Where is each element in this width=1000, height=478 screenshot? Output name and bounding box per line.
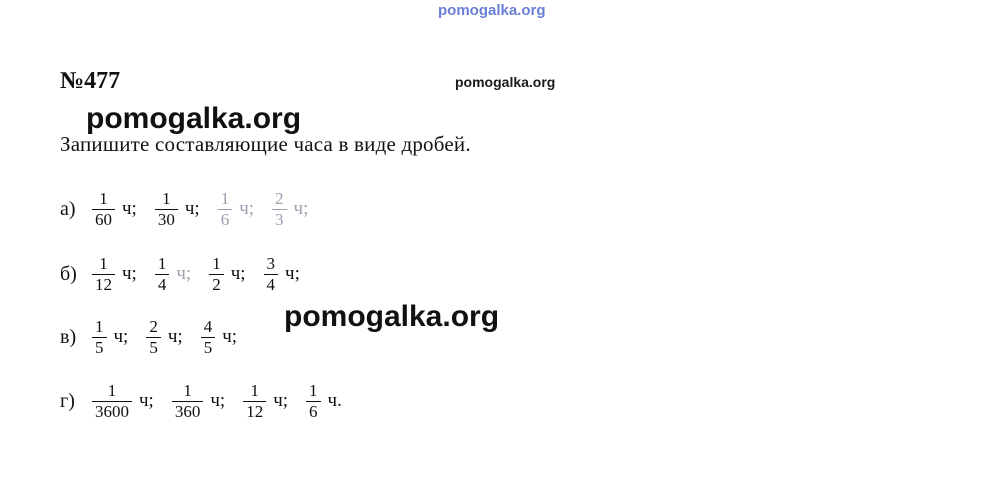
unit-label: ч; bbox=[210, 390, 226, 412]
fraction-item bbox=[153, 190, 200, 229]
fraction-numerator: 1 bbox=[157, 254, 167, 273]
fraction-denominator: 6 bbox=[218, 209, 233, 229]
fraction-numerator: 4 bbox=[203, 317, 213, 336]
fraction-denominator: 5 bbox=[146, 337, 161, 357]
row-label-g: г) bbox=[60, 389, 75, 412]
fraction-numerator: 1 bbox=[309, 381, 318, 400]
answer-row-g bbox=[60, 382, 358, 421]
fraction-item bbox=[144, 318, 182, 357]
fraction-denominator: 5 bbox=[92, 337, 107, 357]
fraction-numerator: 1 bbox=[95, 317, 104, 336]
unit-label: ч; bbox=[113, 326, 129, 348]
unit-label: ч; bbox=[167, 326, 183, 348]
fraction-numerator: 2 bbox=[149, 317, 158, 336]
fraction-item bbox=[90, 255, 137, 294]
fraction-denominator: 6 bbox=[306, 401, 321, 421]
fraction bbox=[201, 318, 216, 357]
fraction-item bbox=[262, 255, 300, 294]
fraction bbox=[218, 190, 233, 229]
fraction bbox=[155, 255, 170, 294]
fraction bbox=[155, 190, 178, 229]
watermark-large-bottom: pomogalka.org bbox=[284, 300, 500, 333]
fraction-item bbox=[207, 255, 245, 294]
watermark-secondary: pomogalka.org bbox=[455, 74, 556, 90]
fraction-denominator: 60 bbox=[92, 209, 115, 229]
fraction-numerator: 2 bbox=[275, 189, 284, 208]
row-label-b: б) bbox=[60, 262, 77, 285]
answer-row-b bbox=[60, 255, 316, 294]
fraction-item bbox=[90, 190, 137, 229]
fraction-item bbox=[199, 318, 237, 357]
fraction-numerator: 1 bbox=[162, 189, 171, 208]
fraction bbox=[92, 190, 115, 229]
fraction-denominator: 12 bbox=[92, 274, 115, 294]
fraction bbox=[92, 318, 107, 357]
fraction-denominator: 3 bbox=[272, 209, 287, 229]
fraction-item bbox=[170, 382, 225, 421]
unit-label: ч; bbox=[230, 263, 246, 285]
fraction-item bbox=[241, 382, 288, 421]
fraction-numerator: 1 bbox=[220, 189, 230, 208]
fraction-numerator: 1 bbox=[99, 254, 108, 273]
unit-label: ч. bbox=[327, 390, 342, 412]
fraction-item bbox=[216, 190, 254, 229]
unit-label: ч; bbox=[176, 263, 192, 285]
unit-label: ч; bbox=[222, 326, 238, 348]
row-label-v: в) bbox=[60, 325, 77, 348]
watermark-large-top: pomogalka.org bbox=[86, 102, 302, 135]
unit-label: ч; bbox=[139, 390, 154, 412]
unit-label: ч; bbox=[122, 263, 137, 285]
fraction bbox=[209, 255, 224, 294]
unit-label: ч; bbox=[285, 263, 300, 285]
fraction-denominator: 360 bbox=[172, 401, 204, 421]
watermark-top: pomogalka.org bbox=[438, 2, 546, 19]
exercise-prompt: Запишите составляющие часа в виде дробей. bbox=[60, 132, 471, 156]
unit-label: ч; bbox=[239, 198, 255, 220]
fraction-item bbox=[90, 382, 154, 421]
fraction-denominator: 5 bbox=[201, 337, 216, 357]
fraction bbox=[92, 382, 132, 421]
fraction-numerator: 3 bbox=[266, 254, 276, 273]
fraction-numerator: 1 bbox=[212, 254, 221, 273]
fraction bbox=[146, 318, 161, 357]
fraction-denominator: 2 bbox=[209, 274, 224, 294]
fraction bbox=[92, 255, 115, 294]
unit-label: ч; bbox=[273, 390, 289, 412]
fraction-denominator: 4 bbox=[155, 274, 170, 294]
unit-label: ч; bbox=[293, 198, 309, 220]
fraction-denominator: 3600 bbox=[92, 401, 132, 421]
fraction-item bbox=[270, 190, 308, 229]
fraction bbox=[306, 382, 321, 421]
fraction-item bbox=[90, 318, 128, 357]
fraction-numerator: 1 bbox=[107, 381, 117, 400]
exercise-number: №477 bbox=[60, 68, 121, 94]
unit-label: ч; bbox=[184, 198, 200, 220]
fraction-item bbox=[153, 255, 191, 294]
answer-row-a bbox=[60, 190, 324, 229]
fraction bbox=[264, 255, 279, 294]
fraction-denominator: 30 bbox=[155, 209, 178, 229]
fraction-denominator: 4 bbox=[264, 274, 279, 294]
row-label-a: а) bbox=[60, 197, 76, 220]
fraction bbox=[272, 190, 287, 229]
unit-label: ч; bbox=[122, 198, 137, 220]
fraction bbox=[243, 382, 266, 421]
fraction bbox=[172, 382, 204, 421]
fraction-numerator: 1 bbox=[183, 381, 192, 400]
fraction-item bbox=[304, 382, 342, 421]
fraction-numerator: 1 bbox=[99, 189, 108, 208]
fraction-denominator: 12 bbox=[243, 401, 266, 421]
fraction-numerator: 1 bbox=[250, 381, 259, 400]
answer-row-v bbox=[60, 318, 253, 357]
